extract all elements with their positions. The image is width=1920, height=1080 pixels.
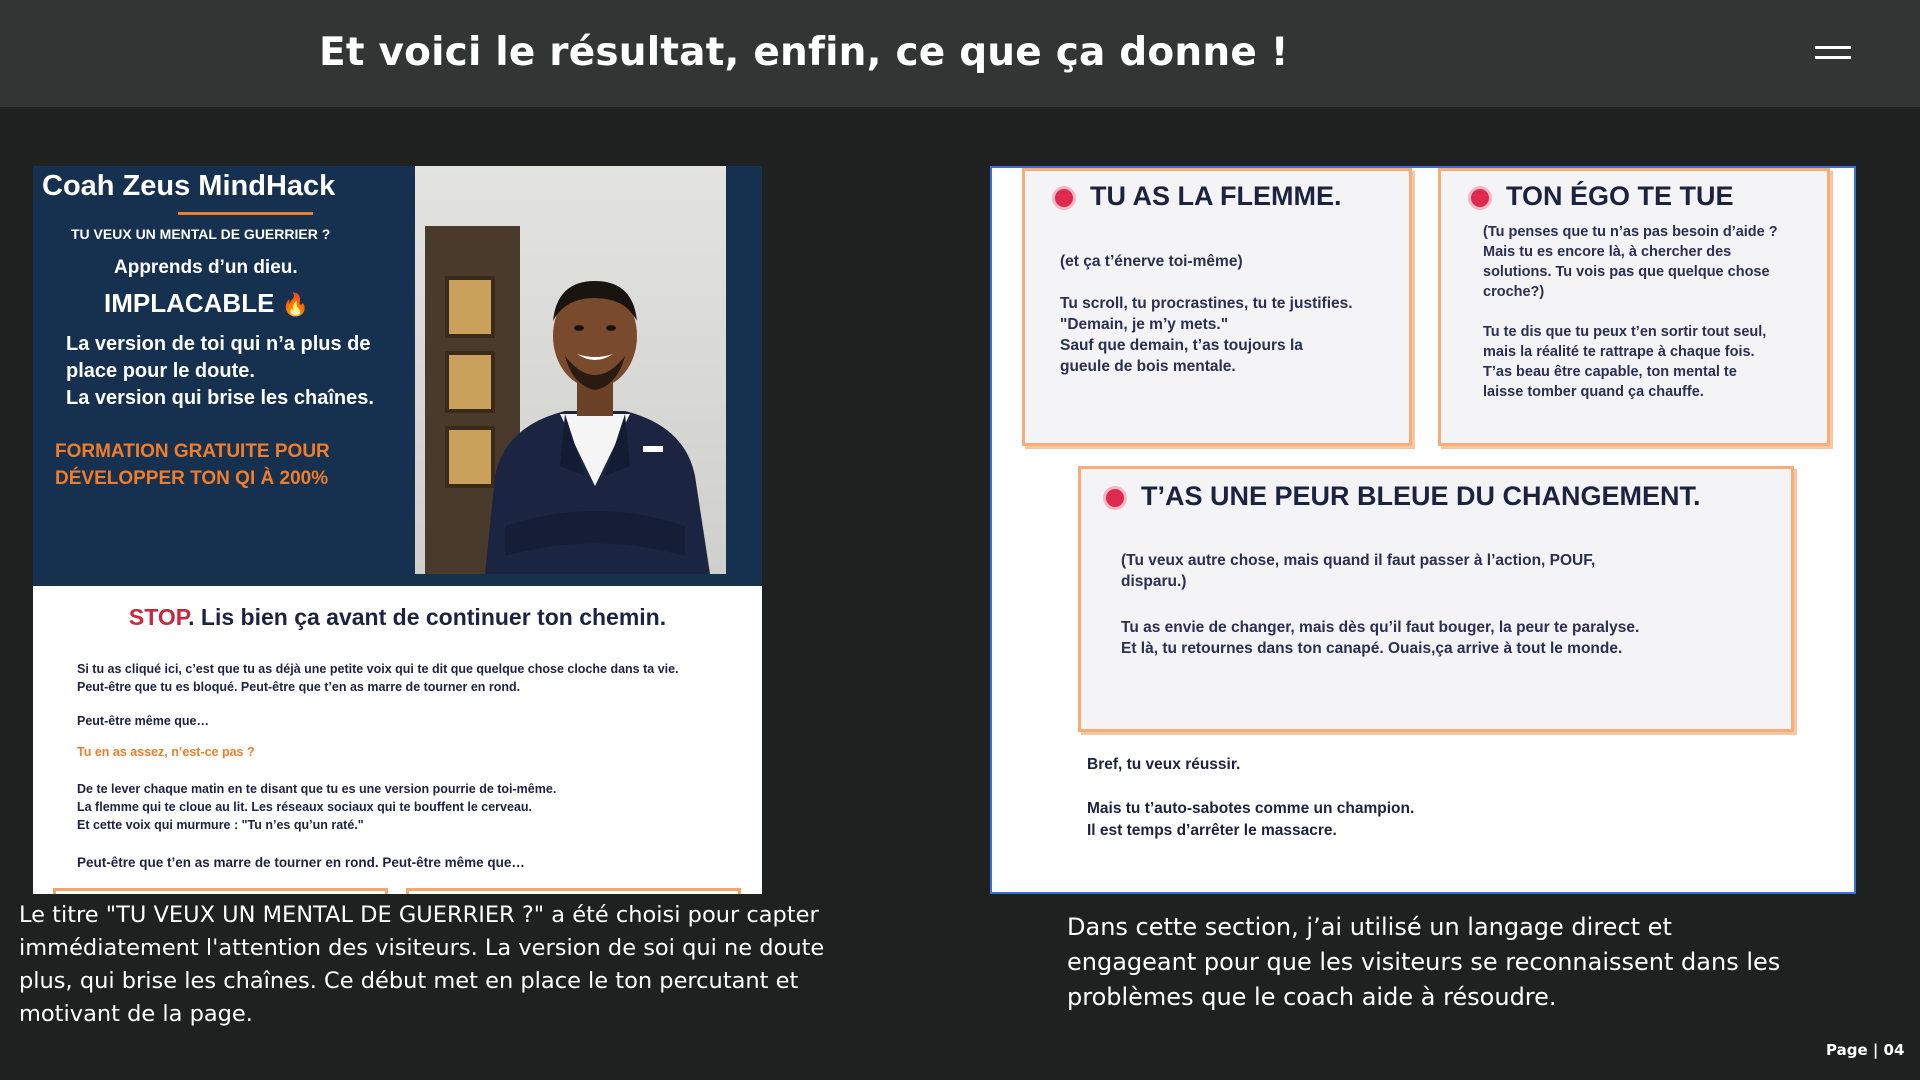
card-line: disparu.): [1121, 573, 1187, 590]
card-ego: [1438, 168, 1830, 446]
red-dot-icon: [1468, 186, 1492, 210]
pitch-line: place pour le doute.: [66, 360, 255, 382]
card-line: croche?): [1483, 284, 1545, 300]
hero-implacable: [104, 288, 309, 319]
card-line: "Demain, je m’y mets.": [1060, 316, 1229, 333]
closing-line: Bref, tu veux réussir.: [1087, 756, 1241, 773]
card-changement: [1078, 466, 1794, 732]
page-title: Et voici le résultat, enfin, ce que ça donne !: [319, 30, 1289, 75]
card-text: [1121, 550, 1771, 659]
paragraph-question: Tu en as assez, n’est-ce pas ?: [77, 745, 255, 759]
card-line: Mais tu es encore là, à chercher des: [1483, 244, 1732, 260]
brand-underline: [178, 212, 313, 215]
stop-rest: . Lis bien ça avant de continuer ton chemin.: [188, 604, 667, 630]
top-bar: [0, 0, 1920, 107]
card-line: Sauf que demain, t’as toujours la: [1060, 337, 1303, 354]
menu-line: [1815, 46, 1851, 49]
caption-left: Le titre "TU VEUX UN MENTAL DE GUERRIER ?" a été choisi pour capter immédiatement l'attention des visiteurs. La version de soi qui ne doute plus, qui brise les chaînes. Ce début met en place le ton percutant et motivant de la page.: [19, 902, 825, 1027]
hero-subtitle: Apprends d’un dieu.: [114, 257, 298, 278]
card-line: Tu scroll, tu procrastines, tu te justifies.: [1060, 295, 1353, 312]
card-spacer: [1060, 272, 1400, 293]
paragraph-line: Si tu as cliqué ici, c’est que tu as déjà une petite voix qui te dit que quelque chose cloche dans ta vie.: [77, 662, 679, 676]
coach-portrait-illustration: [465, 226, 725, 574]
paragraph-line: De te lever chaque matin en te disant que tu es une version pourrie de toi-même.: [77, 782, 557, 796]
card-spacer: [1483, 302, 1823, 322]
card-line: Et là, tu retournes dans ton canapé. Ouais,ça arrive à tout le monde.: [1121, 640, 1623, 657]
landing-hero-screenshot: [33, 166, 762, 894]
closing-spacer: [1087, 776, 1414, 798]
card-stub: [406, 888, 741, 894]
card-text: [1060, 251, 1400, 377]
card-stub: [53, 888, 388, 894]
hero-offer: [55, 438, 395, 492]
stop-word: STOP: [128, 604, 189, 630]
closing-text: [1087, 754, 1414, 842]
offer-line: DÉVELOPPER TON QI À 200%: [55, 468, 329, 489]
red-dot-icon: [1103, 486, 1127, 510]
card-title: TU AS LA FLEMME.: [1090, 181, 1342, 211]
card-line: T’as beau être capable, ton mental te: [1483, 364, 1737, 380]
hero-pitch: [66, 331, 406, 412]
paragraph-line: La flemme qui te cloue au lit. Les réseaux sociaux qui te bouffent le cerveau.: [77, 800, 532, 814]
closing-line: Mais tu t’auto-sabotes comme un champion.: [1087, 800, 1415, 817]
card-text: [1483, 222, 1823, 402]
implacable-text: IMPLACABLE: [104, 288, 275, 318]
paragraph-line: Peut-être que tu es bloqué. Peut-être que t’en as marre de tourner en rond.: [77, 680, 521, 694]
card-line: (et ça t’énerve toi-même): [1060, 253, 1243, 270]
paragraph-line: Et cette voix qui murmure : "Tu n’es qu’un raté.": [77, 818, 364, 832]
caption-right: Dans cette section, j’ai utilisé un langage direct et engageant pour que les visiteurs se reconnaissent dans les problèmes que le coach aide à résoudre.: [1067, 913, 1781, 1011]
card-flemme: [1022, 168, 1412, 446]
card-title: T’AS UNE PEUR BLEUE DU CHANGEMENT.: [1141, 481, 1701, 511]
card-title: TON ÉGO TE TUE: [1506, 181, 1734, 211]
menu-line: [1815, 56, 1851, 59]
red-dot-icon: [1052, 186, 1076, 210]
stop-headline: [33, 604, 762, 631]
card-line: Tu as envie de changer, mais dès qu’il faut bouger, la peur te paralyse.: [1121, 619, 1640, 636]
card-line: (Tu veux autre chose, mais quand il faut passer à l’action, POUF,: [1121, 552, 1596, 569]
paragraph-closing: Peut-être que t’en as marre de tourner en rond. Peut-être même que…: [77, 855, 525, 870]
hero-section: [33, 166, 762, 586]
hamburger-menu-icon[interactable]: [1808, 40, 1858, 64]
coach-photo: [415, 166, 726, 574]
offer-line: FORMATION GRATUITE POUR: [55, 441, 330, 462]
card-line: laisse tomber quand ça chauffe.: [1483, 384, 1704, 400]
closing-line: Il est temps d’arrêter le massacre.: [1087, 822, 1337, 839]
card-line: gueule de bois mentale.: [1060, 358, 1236, 375]
card-line: (Tu penses que tu n’as pas besoin d’aide ?: [1483, 224, 1778, 240]
paragraph-maybe: Peut-être même que…: [77, 714, 209, 728]
pain-points-screenshot: [990, 166, 1856, 894]
page-number: Page | 04: [1826, 1041, 1905, 1059]
paragraph-intro: [77, 660, 737, 696]
card-spacer: [1121, 592, 1771, 617]
paragraph-daily: [77, 780, 737, 834]
card-line: Tu te dis que tu peux t’en sortir tout seul,: [1483, 324, 1767, 340]
pitch-line: La version qui brise les chaînes.: [66, 387, 374, 409]
card-line: mais la réalité te rattrape à chaque fois.: [1483, 344, 1755, 360]
brand-name: Coah Zeus MindHack: [42, 170, 336, 202]
flame-icon: 🔥: [281, 292, 310, 317]
pitch-line: La version de toi qui n’a plus de: [66, 333, 371, 355]
hero-kicker: TU VEUX UN MENTAL DE GUERRIER ?: [71, 226, 331, 242]
card-line: solutions. Tu vois pas que quelque chose: [1483, 264, 1770, 280]
